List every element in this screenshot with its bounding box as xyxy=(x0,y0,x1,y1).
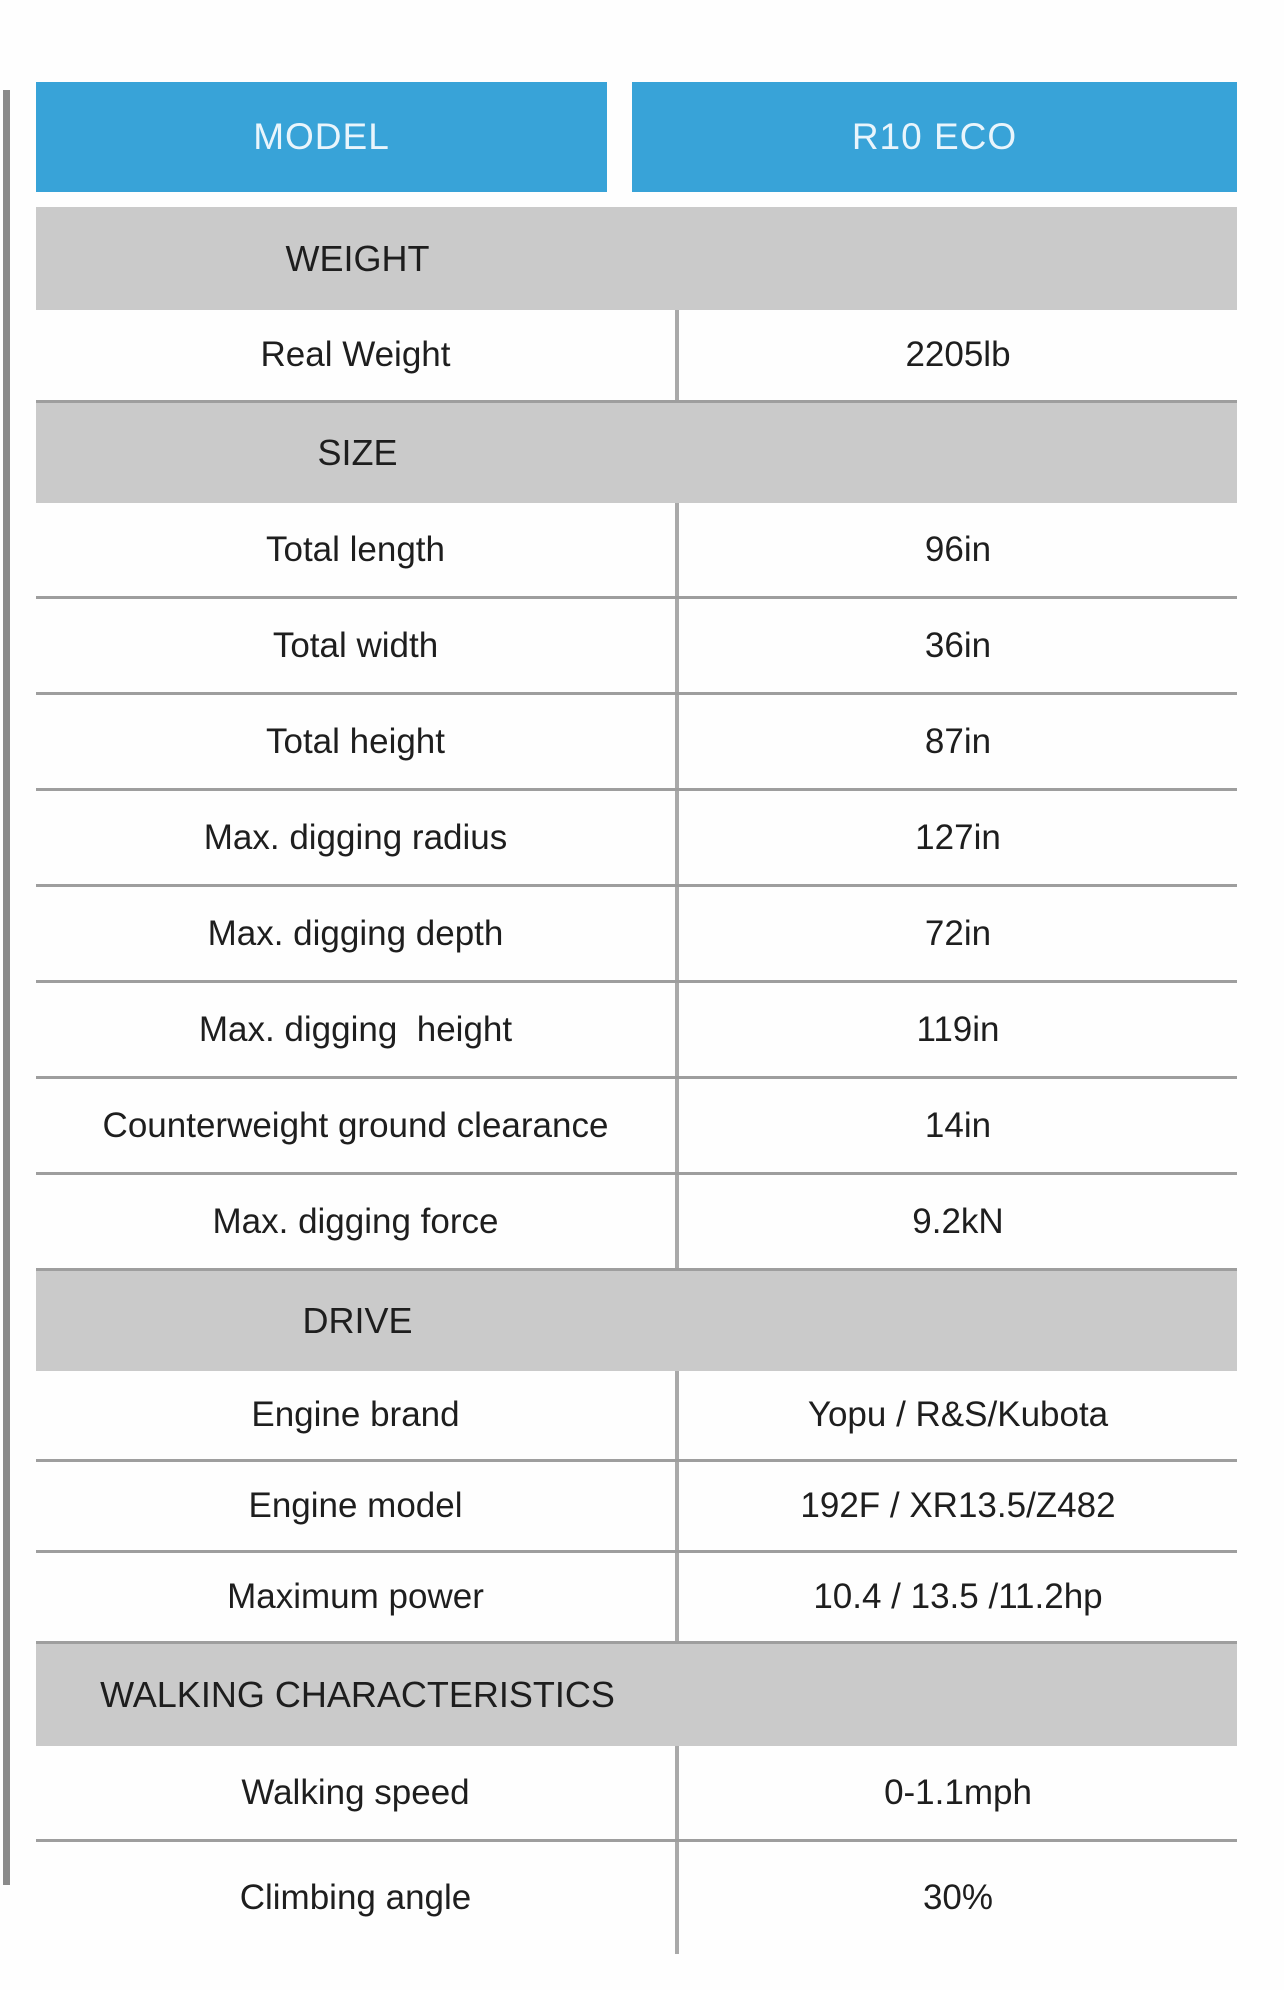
table-row-max-digging-height xyxy=(36,983,1237,1079)
spec-value: 0-1.1mph xyxy=(884,1772,1032,1812)
table-row-total-height xyxy=(36,695,1237,791)
spec-label: Total width xyxy=(36,599,679,692)
table-row-total-width xyxy=(36,599,1237,695)
spec-value: 119in xyxy=(916,1009,1000,1049)
table-row-engine-model xyxy=(36,1462,1237,1553)
model-name-header: R10 ECO xyxy=(632,82,1237,192)
section-header-drive xyxy=(36,1271,1237,1371)
spec-value: 96in xyxy=(924,529,992,569)
spec-value: 30% xyxy=(922,1878,994,1917)
table-row-climbing-angle xyxy=(36,1842,1237,1954)
section-header-size xyxy=(36,403,1237,503)
section-title: WALKING CHARACTERISTICS xyxy=(100,1674,615,1715)
spec-value: 127in xyxy=(915,817,1001,857)
table-row-maximum-power xyxy=(36,1553,1237,1644)
spec-label: Max. digging height xyxy=(36,983,679,1076)
section-title: SIZE xyxy=(317,432,398,473)
spec-value: 87in xyxy=(924,721,992,761)
spec-value: 2205lb xyxy=(905,335,1011,374)
table-row-counterweight-ground-clearance xyxy=(36,1079,1237,1175)
section-title: WEIGHT xyxy=(285,237,430,279)
spec-label: Max. digging radius xyxy=(36,791,679,884)
header-spacer xyxy=(36,192,1237,207)
section-header-weight xyxy=(36,207,1237,310)
spec-value: 14in xyxy=(924,1105,992,1145)
table-header-row xyxy=(36,82,1237,192)
table-row-max-digging-force xyxy=(36,1175,1237,1271)
section-title: DRIVE xyxy=(302,1300,413,1341)
model-column-header: MODEL xyxy=(36,82,607,192)
header-gap xyxy=(607,82,632,192)
spec-label: Engine brand xyxy=(36,1371,679,1459)
spec-label: Climbing angle xyxy=(36,1842,679,1954)
spec-label: Real Weight xyxy=(36,310,679,400)
spec-label: Total length xyxy=(36,503,679,596)
table-row-walking-speed xyxy=(36,1746,1237,1842)
spec-value: 72in xyxy=(924,913,992,953)
table-row-engine-brand xyxy=(36,1371,1237,1462)
spec-value: 9.2kN xyxy=(912,1201,1004,1241)
spec-value: 10.4 / 13.5 /11.2hp xyxy=(813,1577,1103,1616)
spec-label: Max. digging force xyxy=(36,1175,679,1268)
table-row-real-weight xyxy=(36,310,1237,403)
spec-label: Counterweight ground clearance xyxy=(36,1079,679,1172)
spec-table xyxy=(36,82,1237,1954)
spec-value: 192F / XR13.5/Z482 xyxy=(800,1486,1116,1525)
spec-value: 36in xyxy=(924,625,992,665)
spec-value: Yopu / R&S/Kubota xyxy=(807,1395,1109,1434)
table-row-max-digging-depth xyxy=(36,887,1237,983)
left-edge-strip xyxy=(3,90,10,1885)
spec-label: Walking speed xyxy=(36,1746,679,1839)
table-row-max-digging-radius xyxy=(36,791,1237,887)
section-header-walking-characteristics xyxy=(36,1644,1237,1746)
table-row-total-length xyxy=(36,503,1237,599)
spec-label: Total height xyxy=(36,695,679,788)
spec-label: Maximum power xyxy=(36,1553,679,1641)
spec-label: Engine model xyxy=(36,1462,679,1550)
spec-label: Max. digging depth xyxy=(36,887,679,980)
